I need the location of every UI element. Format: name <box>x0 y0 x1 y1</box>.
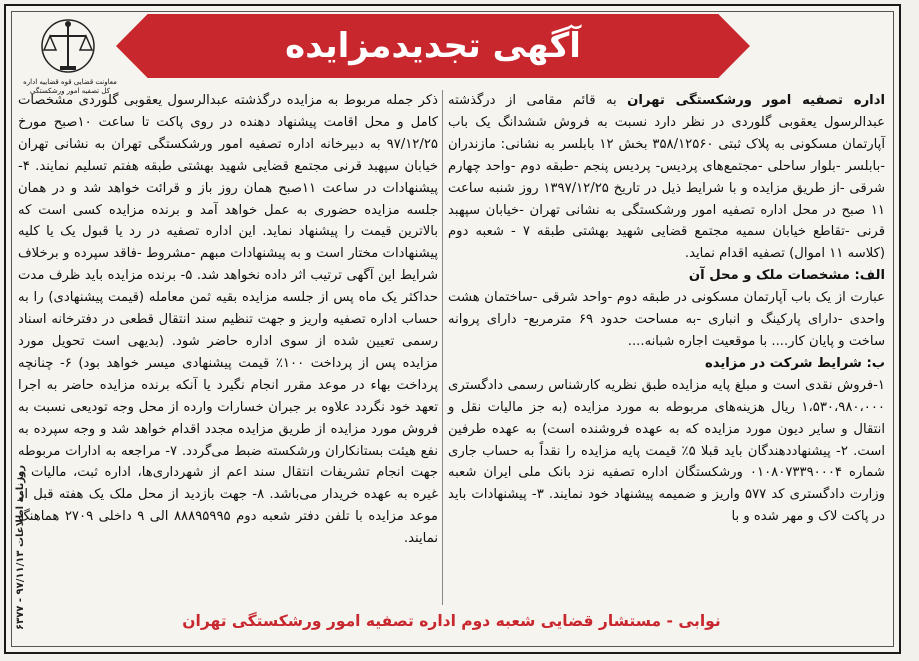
intro-heading: اداره تصفیه امور ورشکستگی تهران <box>627 93 885 108</box>
section-a-text: عبارت از یک باب آپارتمان مسکونی در طبقه دوم -واحد شرقی -ساختمان هشت واحدی -دارای پارکینگ و انباری -به مساحت حدود ۶۹ مترمربع- دارای پروانه ساخت و پایان کار.... با موقعیت اجاره شبانه.... <box>448 290 885 349</box>
column-divider <box>442 90 443 605</box>
signature-footer: نوابی - مستشار قضایی شعبه دوم اداره تصفیه امور ورشکستگی تهران <box>182 612 721 630</box>
side-code-text: روزنامه اطلاعات ۹۷/۱۱/۱۳ - ۶۳۷۷ <box>15 464 26 630</box>
section-b-title: ب: شرایط شرکت در مزایده <box>704 355 885 371</box>
intro-text: به قائم مقامی از درگذشته عبدالرسول یعقوبی گلوردی در نظر دارد نسبت به فروش ششدانگ یک باب آپارتمان مسکونی به پلاک ثبتی ۳۵۸/۱۲۵۶۰ بخش ۱۲ بابلسر به نشانی: مازندران -بابلسر -بلوار ساحلی -مجتمع‌های پردیس- پردیس پنجم -طبقه دوم -واحد چهارم شرقی -از طریق مزایده و با شرایط ذیل در تاریخ ۱۳۹۷/۱۲/۲۵ روز شنبه ساعت ۱۱ صبح در محل اداره تصفیه امور ورشکستگی به نشانی تهران -خیابان سپهبد قرنی -تقاطع خیابان سمیه مجتمع قضایی شهید بهشتی طبقه ۷ - شعبه دوم (کلاسه ۱۱ اموال) تصفیه اقدام نماید. <box>448 93 885 262</box>
section-a-title: الف: مشخصات ملک و محل آن <box>688 268 885 284</box>
logo-caption: معاونت قضایی قوه قضاییه اداره کل تصفیه امور ورشکستگی <box>23 78 117 95</box>
section-b-text: ۱-فروش نقدی است و مبلغ پایه مزایده طبق نظریه کارشناس رسمی دادگستری ۱،۵۳۰،۹۸۰،۰۰۰ ریال هزینه‌های مربوطه به مورد مزایده (به جز مالیات نقل و انتقال و سایر دیون مورد مزایده که به عهده فروشنده است) به عهده طرفین است. ۲- پیشنهاددهندگان باید قبلا ۵٪ قیمت پایه مزایده را نقداً به حساب جاری شماره ۰۱۰۸۰۷۳۳۹۰۰۰۴ ورشکستگان اداره تصفیه نزد بانک ملی ایران شعبه وزارت دادگستری کد ۵۷۷ واریز و ضمیمه پیشنهاد خود نمایند. ۳- پیشنهادات باید در پاکت لاک و مهر شده و با <box>448 377 885 525</box>
side-code <box>2 110 26 630</box>
right-column <box>448 90 885 528</box>
left-column-text: ذکر جمله مربوط به مزایده درگذشته عبدالرسول یعقوبی گلوردی مشخصات کامل و محل اقامت پیشنهاد دهنده در روی پاکت تا ساعت ۱۰صبح مورخ ۹۷/۱۲/۲۵ به دبیرخانه اداره تصفیه امور ورشکستگی تهران به نشانی تهران خیابان سپهبد قرنی مجتمع قضایی شهید بهشتی طبقه هفتم تسلیم نمایند. ۴- پیشنهادات در ساعت ۱۱صبح همان روز باز و قرائت خواهد شد و در همان جلسه مزایده حضوری به عمل خواهد آمد و برنده مزایده کسی است که بالاترین قیمت را پیشنهاد نماید. این اداره تصفیه در رد یا قبول یک یا کلیه پیشنهادات مختار است و به پیشنهادات مبهم -مشروط -فاقد سپرده و برخلاف شرایط این آگهی ترتیب اثر داده نخواهد شد. ۵- برنده مزایده باید ظرف مدت حداکثر یک ماه پس از جلسه مزایده بقیه ثمن معامله (قیمت پیشنهادی) را به حساب اداره تصفیه واریز و جهت تنظیم سند انتقال قطعی در دفترخانه اسناد رسمی تعیین شده از سوی اداره حاضر شود. (بدیهی است تحویل مورد مزایده پس از پرداخت ۱۰۰٪ قیمت پیشنهادی میسر خواهد بود) ۶- چنانچه پرداخت بهاء در موعد مقرر انجام نگیرد یا آنکه برنده مزایده حاضر به اجرا تعهد خود نگردد علاوه بر جبران خسارات وارده از محل وجه تودیعی نسبت به فروش مورد مزایده از طریق مزایده مجدد اقدام خواهد شد و وجه سپرده به نفع هیئت بستانکاران ورشکسته ضبط می‌گردد. ۷- مراجعه به ادارات مربوطه جهت انجام تشریفات انتقال سند اعم از شهرداری‌ها، اداره ثبت، مالیات و غیره به عهده خریدار می‌باشد. ۸- جهت بازدید از محل ملک یک هفته قبل از موعد مزایده با تلفن دفتر شعبه دوم ۸۸۸۹۵۹۹۵ الی ۹ داخلی ۲۷۰۹ هماهنگ نمایند. <box>18 93 439 547</box>
intro-paragraph <box>448 90 885 265</box>
left-column <box>18 90 438 550</box>
page-title: آگهی تجدیدمزایده <box>285 26 581 66</box>
